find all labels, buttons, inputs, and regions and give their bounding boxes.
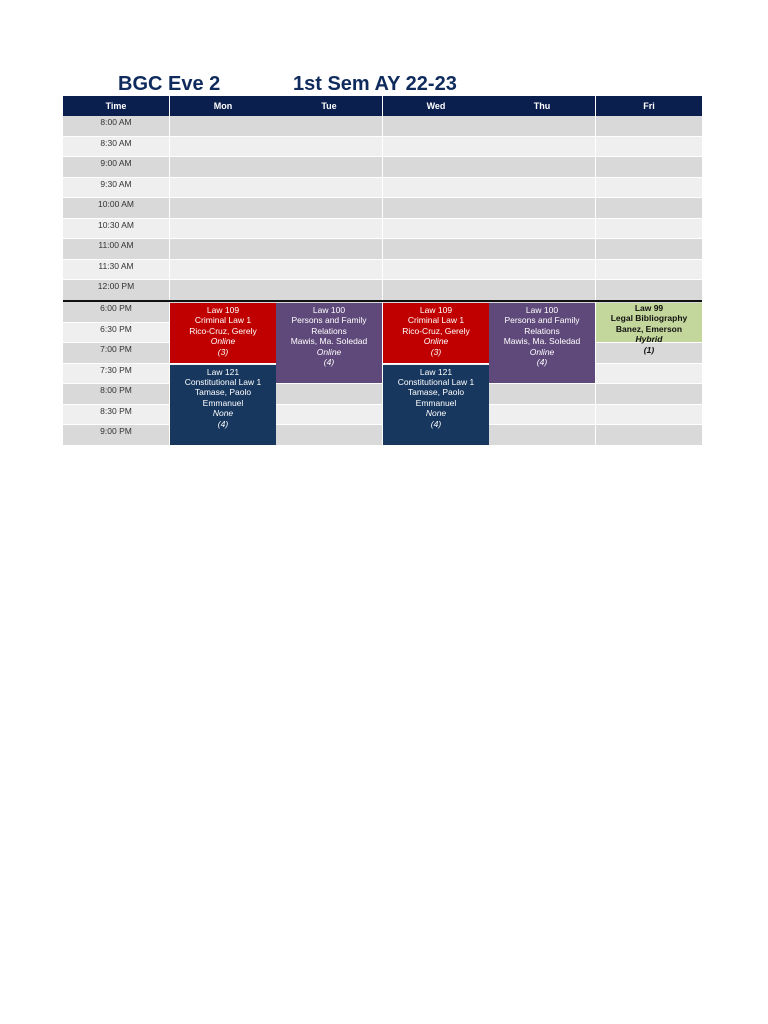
morning-cell [596,178,702,199]
morning-cell [383,157,489,178]
morning-cell [489,260,595,281]
evening-cell [596,405,702,426]
time-label: 9:00 PM [63,425,169,446]
class-line: Rico-Cruz, Gerely [402,325,470,336]
morning-cell [170,239,276,260]
column-header-wed: Wed [383,96,489,116]
class-line: Law 100 [525,305,559,315]
morning-cell [170,219,276,240]
evening-cell [489,425,595,446]
morning-cell [489,219,595,240]
time-label: 8:00 AM [63,116,169,137]
section-title: BGC Eve 2 [118,73,221,95]
class-block[interactable] [489,303,595,383]
time-label: 8:00 PM [63,384,169,405]
morning-cell [276,157,382,178]
morning-cell [383,198,489,219]
morning-cell [383,239,489,260]
class-line: Banez, Emerson [615,323,683,334]
morning-cell [596,219,702,240]
class-line: Mawis, Ma. Soledad [290,336,368,347]
morning-cell [276,239,382,260]
class-block[interactable] [383,303,489,363]
evening-cell [276,384,382,405]
morning-cell [383,260,489,281]
class-line: Criminal Law 1 [194,315,252,326]
morning-cell [489,157,595,178]
class-line: Persons and Family [291,315,367,326]
morning-cell [170,260,276,281]
class-line: Law 99 [634,303,664,313]
class-line: Tamase, Paolo [407,387,465,398]
evening-cell [489,384,595,405]
morning-cell [489,280,595,301]
evening-cell [489,405,595,426]
morning-cell [383,137,489,158]
time-label: 6:00 PM [63,302,169,323]
morning-cell [596,137,702,158]
morning-cell [276,116,382,137]
schedule-grid [63,96,702,448]
class-line: Mawis, Ma. Soledad [503,336,581,347]
morning-cell [276,137,382,158]
morning-cell [596,116,702,137]
evening-cell [596,425,702,446]
morning-cell [276,198,382,219]
class-line: (4) [430,418,442,429]
class-block[interactable] [170,303,276,363]
class-line: Rico-Cruz, Gerely [189,325,257,336]
morning-cell [383,116,489,137]
morning-cell [383,178,489,199]
time-label: 12:00 PM [63,280,169,301]
morning-cell [489,178,595,199]
morning-cell [383,280,489,301]
class-block[interactable] [383,365,489,445]
class-line: Law 109 [206,305,240,315]
class-block[interactable] [170,365,276,445]
class-line: Law 109 [419,305,453,315]
column-header-tue: Tue [276,96,382,116]
morning-cell [596,198,702,219]
time-label: 11:30 AM [63,260,169,281]
evening-cell [276,425,382,446]
class-line: Constitutional Law 1 [397,376,475,387]
class-line: Emmanuel [415,397,457,408]
term-title: 1st Sem AY 22-23 [293,73,457,95]
morning-cell [596,157,702,178]
column-header-fri: Fri [596,96,702,116]
column-header-thu: Thu [489,96,595,116]
class-line: (3) [217,346,229,357]
morning-cell [170,157,276,178]
evening-cell [596,384,702,405]
morning-cell [596,239,702,260]
morning-cell [596,280,702,301]
class-block[interactable] [596,303,702,355]
class-line: Hybrid [635,334,663,345]
class-line: Online [316,346,342,357]
class-line: Emmanuel [202,397,244,408]
class-line: (4) [217,418,229,429]
class-line: Persons and Family [504,315,580,326]
class-line: (3) [430,346,442,357]
class-line: (4) [323,357,335,368]
column-header-mon: Mon [170,96,276,116]
class-line: (1) [643,344,655,355]
morning-cell [170,137,276,158]
morning-cell [489,239,595,260]
class-line: Law 100 [312,305,346,315]
morning-cell [276,219,382,240]
time-label: 10:00 AM [63,198,169,219]
time-label: 9:30 AM [63,178,169,199]
morning-cell [489,198,595,219]
class-line: Online [423,336,449,347]
morning-cell [383,219,489,240]
evening-cell [596,364,702,385]
morning-cell [489,137,595,158]
time-label: 6:30 PM [63,323,169,344]
evening-cell [276,405,382,426]
column-header-time: Time [63,96,169,116]
class-line: Law 121 [206,366,240,377]
time-label: 11:00 AM [63,239,169,260]
morning-cell [170,116,276,137]
class-line: Law 121 [419,366,453,377]
morning-cell [276,260,382,281]
time-label: 7:00 PM [63,343,169,364]
class-line: (4) [536,357,548,368]
class-line: Tamase, Paolo [194,387,252,398]
morning-cell [170,178,276,199]
time-label: 8:30 PM [63,405,169,426]
class-line: None [425,408,447,419]
class-line: Relations [311,325,347,336]
class-line: Online [529,346,555,357]
class-line: Criminal Law 1 [407,315,465,326]
class-line: None [212,408,234,419]
morning-cell [276,178,382,199]
class-block[interactable] [276,303,382,383]
class-line: Legal Bibliography [610,313,688,324]
time-label: 10:30 AM [63,219,169,240]
time-label: 9:00 AM [63,157,169,178]
morning-cell [489,116,595,137]
class-line: Online [210,336,236,347]
class-line: Relations [524,325,560,336]
time-label: 7:30 PM [63,364,169,385]
morning-cell [276,280,382,301]
time-label: 8:30 AM [63,137,169,158]
morning-cell [170,280,276,301]
morning-cell [170,198,276,219]
morning-cell [596,260,702,281]
class-line: Constitutional Law 1 [184,376,262,387]
